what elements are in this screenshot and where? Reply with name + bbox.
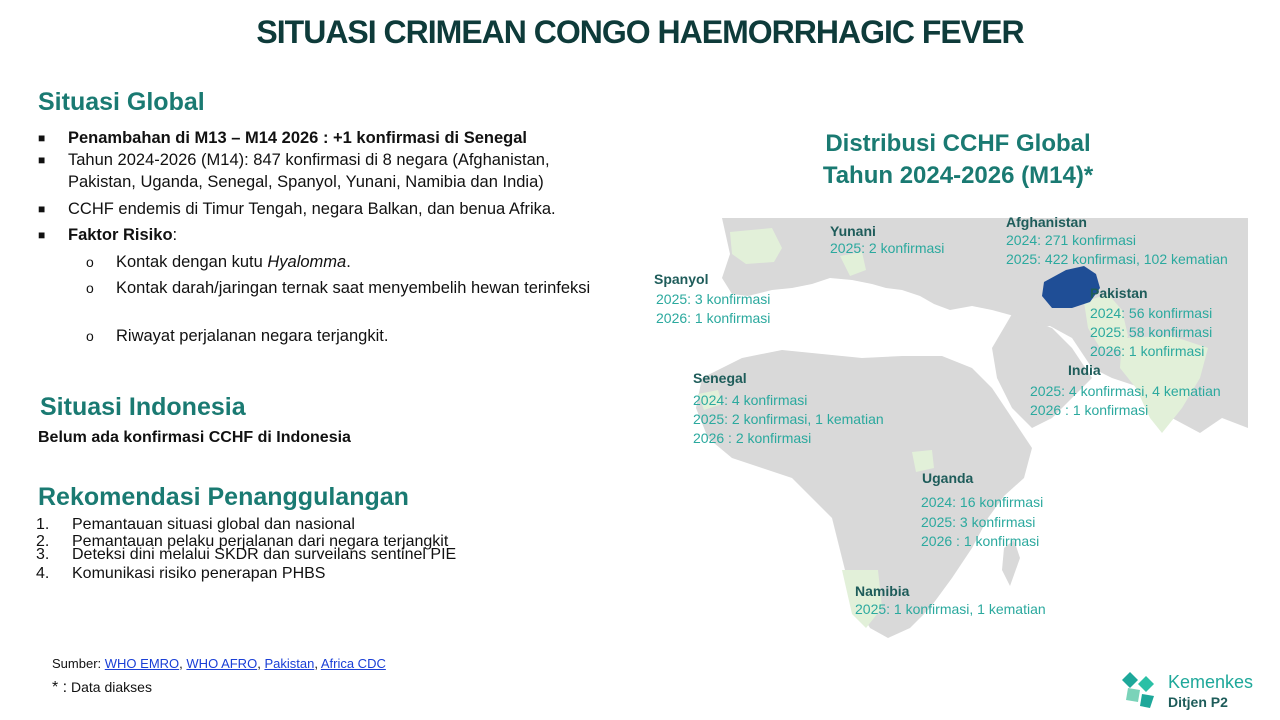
global-bullet-2-text: Tahun 2024-2026 (M14): 847 konfirmasi di 8 negara (Afghanistan, Pakistan, Uganda, Senegal, Spanyol, Yunani, Namibia dan India)	[68, 151, 550, 191]
source-link-who-afro[interactable]: WHO AFRO	[186, 656, 258, 671]
map-title-line-2: Tahun 2024-2026 (M14)*	[822, 162, 1094, 189]
label-senegal-name: Senegal	[693, 370, 747, 386]
source-label: Sumber:	[52, 656, 102, 671]
label-afghanistan-line: 2025: 422 konfirmasi, 102 kematian	[1006, 251, 1228, 267]
label-spanyol-name: Spanyol	[654, 271, 709, 287]
rekomendasi-item-4	[36, 565, 325, 583]
map-title	[772, 128, 1144, 192]
access-note	[52, 679, 152, 697]
label-india-line: 2026 : 1 konfirmasi	[1030, 402, 1149, 418]
page-title: SITUASI CRIMEAN CONGO HAEMORRHAGIC FEVER	[256, 14, 1024, 50]
label-afghanistan-name: Afghanistan	[1006, 214, 1087, 230]
risk-item-2	[86, 276, 614, 300]
rekomendasi-number: 2.	[36, 533, 50, 550]
kemenkes-logo-icon	[1116, 666, 1164, 714]
rekomendasi-number: 3.	[36, 546, 50, 563]
rekomendasi-item-3	[36, 546, 456, 564]
source-link-who-emro[interactable]: WHO EMRO	[104, 656, 180, 671]
label-pakistan-line: 2025: 58 konfirmasi	[1090, 324, 1213, 340]
circle-bullet-icon: o	[86, 280, 94, 296]
source-line	[52, 656, 386, 671]
source-link-africa-cdc[interactable]: Africa CDC	[320, 656, 386, 671]
risk-item-3-text: Riwayat perjalanan negara terjangkit.	[116, 327, 389, 345]
global-heading: Situasi Global	[38, 88, 205, 116]
label-uganda-name: Uganda	[922, 470, 974, 486]
rekomendasi-number: 4.	[36, 565, 50, 582]
rekomendasi-text: Pemantauan pelaku perjalanan dari negara terjangkit	[72, 533, 449, 550]
risk-colon: :	[172, 226, 178, 244]
global-bullet-4	[38, 224, 618, 246]
label-india-name: India	[1068, 362, 1101, 378]
rekomendasi-heading: Rekomendasi Penanggulangan	[38, 483, 409, 511]
global-bullet-3	[38, 198, 618, 220]
source-separator: ,	[257, 656, 261, 671]
risk-item-2-text: Kontak darah/jaringan ternak saat menyembelih hewan terinfeksi	[116, 279, 591, 297]
label-afghanistan-line: 2024: 271 konfirmasi	[1006, 232, 1136, 248]
risk-item-1	[86, 250, 614, 274]
source-link-pakistan[interactable]: Pakistan	[264, 656, 315, 671]
map-title-line-1: Distribusi CCHF Global	[825, 130, 1091, 157]
rekomendasi-text: Deteksi dini melalui SKDR dan surveilans sentinel PIE	[72, 546, 457, 563]
square-bullet-icon: ■	[38, 202, 46, 216]
label-india-line: 2025: 4 konfirmasi, 4 kematian	[1030, 383, 1221, 399]
label-yunani-line: 2025: 2 konfirmasi	[830, 240, 945, 256]
label-spanyol-line: 2026: 1 konfirmasi	[656, 310, 771, 326]
label-uganda-line: 2025: 3 konfirmasi	[921, 514, 1036, 530]
square-bullet-icon: ■	[38, 153, 46, 167]
global-bullet-2	[38, 149, 618, 193]
global-bullet-3-text: CCHF endemis di Timur Tengah, negara Balkan, dan benua Afrika.	[68, 200, 556, 218]
label-uganda-line: 2024: 16 konfirmasi	[921, 494, 1044, 510]
label-senegal-line: 2026 : 2 konfirmasi	[693, 430, 812, 446]
square-bullet-icon: ■	[38, 228, 46, 242]
logo-sub: Ditjen P2	[1168, 694, 1228, 710]
source-separator: ,	[314, 656, 318, 671]
rekomendasi-text: Pemantauan situasi global dan nasional	[72, 516, 355, 533]
risk-item-1-pre: Kontak dengan kutu	[116, 253, 268, 271]
rekomendasi-text: Komunikasi risiko penerapan PHBS	[72, 565, 326, 582]
label-spanyol-line: 2025: 3 konfirmasi	[656, 291, 771, 307]
global-bullet-1-text: Penambahan di M13 – M14 2026 : +1 konfirmasi di Senegal	[68, 129, 527, 147]
risk-item-3	[86, 324, 614, 348]
risk-label: Faktor Risiko	[68, 226, 173, 244]
label-pakistan-line: 2026: 1 konfirmasi	[1090, 343, 1205, 359]
label-senegal-line: 2024: 4 konfirmasi	[693, 392, 808, 408]
logo-name: Kemenkes	[1168, 672, 1254, 692]
label-senegal-line: 2025: 2 konfirmasi, 1 kematian	[693, 411, 884, 427]
note-text: Data diakses	[71, 679, 152, 695]
label-uganda-line: 2026 : 1 konfirmasi	[921, 533, 1040, 549]
note-star: * :	[52, 679, 68, 696]
indonesia-text: Belum ada konfirmasi CCHF di Indonesia	[38, 429, 351, 446]
risk-item-1-italic: Hyalomma	[267, 253, 347, 271]
label-yunani-name: Yunani	[830, 223, 876, 239]
label-pakistan-name: Pakistan	[1090, 285, 1148, 301]
label-namibia-line: 2025: 1 konfirmasi, 1 kematian	[855, 601, 1046, 617]
global-bullet-1	[38, 127, 618, 149]
risk-item-1-post: .	[346, 253, 351, 271]
rekomendasi-number: 1.	[36, 516, 50, 533]
indonesia-heading: Situasi Indonesia	[40, 393, 246, 421]
circle-bullet-icon: o	[86, 254, 94, 270]
source-separator: ,	[179, 656, 183, 671]
square-bullet-icon: ■	[38, 131, 46, 145]
rekomendasi-item-1	[36, 516, 355, 534]
label-pakistan-line: 2024: 56 konfirmasi	[1090, 305, 1213, 321]
circle-bullet-icon: o	[86, 328, 94, 344]
label-namibia-name: Namibia	[855, 583, 910, 599]
